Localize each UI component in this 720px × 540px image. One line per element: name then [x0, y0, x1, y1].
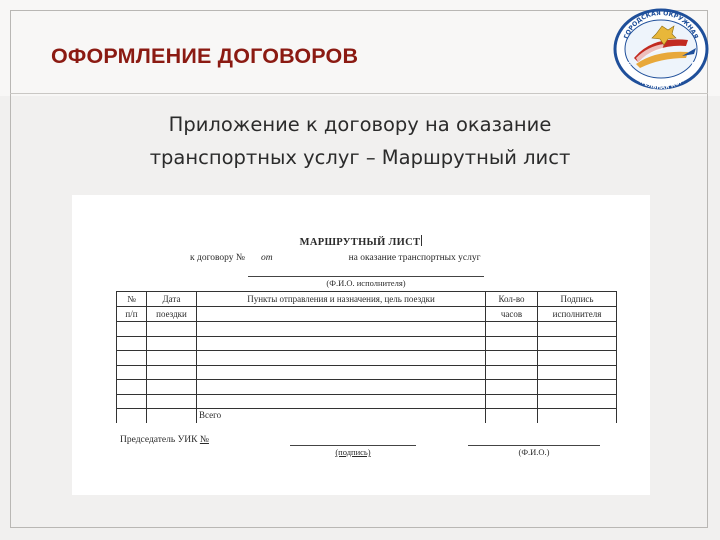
table-cell: [147, 394, 197, 409]
slide-title: ОФОРМЛЕНИЕ ДОГОВОРОВ: [51, 44, 359, 68]
contract-suffix: на оказание транспортных услуг: [348, 253, 481, 263]
chairman-label: [120, 435, 209, 445]
table-cell: [486, 394, 538, 409]
contract-reference: [190, 253, 481, 263]
header-sign: Подпись: [538, 292, 617, 307]
table-cell: [147, 336, 197, 351]
table-cell: [147, 380, 197, 395]
table-cell: [117, 351, 147, 366]
signature-caption-text: (подпись): [335, 447, 371, 457]
fio-caption: (Ф.И.О. исполнителя): [326, 278, 406, 288]
table-cell: [538, 336, 617, 351]
table-cell: [117, 394, 147, 409]
table-cell: [117, 365, 147, 380]
route-sheet-document: [72, 195, 650, 495]
table-cell: [197, 322, 486, 337]
table-row: [117, 351, 617, 366]
signature-line: [290, 445, 416, 446]
form-title-text: МАРШРУТНЫЙ ЛИСТ: [299, 237, 421, 248]
header-hours: Кол-во: [486, 292, 538, 307]
fio-line: [468, 445, 600, 446]
header-date-2: поездки: [147, 307, 197, 322]
table-cell: [147, 351, 197, 366]
table-cell: [486, 380, 538, 395]
title-divider: [10, 93, 708, 94]
fio-signature-line: [248, 276, 484, 277]
subtitle-line-2: транспортных услуг – Маршрутный лист: [149, 146, 571, 169]
table-header-row-2: [117, 307, 617, 322]
header-num: №: [117, 292, 147, 307]
table-cell: [538, 380, 617, 395]
table-cell: [117, 336, 147, 351]
form-title: [72, 235, 650, 248]
table-row: [117, 336, 617, 351]
table-cell: [486, 365, 538, 380]
header-points-2: [197, 307, 486, 322]
table-header-row-1: [117, 292, 617, 307]
table-cell: [147, 409, 197, 423]
slide-subtitle: [60, 108, 660, 174]
table-cell: [197, 365, 486, 380]
table-cell: [197, 394, 486, 409]
chairman-label-text: Председатель УИК: [120, 435, 200, 445]
table-cell: [117, 380, 147, 395]
header-hours-2: часов: [486, 307, 538, 322]
table-cell: [147, 365, 197, 380]
table-row: [117, 394, 617, 409]
table-cell: [486, 322, 538, 337]
header-num-2: п/п: [117, 307, 147, 322]
table-row: [117, 380, 617, 395]
table-cell: [538, 409, 617, 423]
header-date: Дата: [147, 292, 197, 307]
table-cell: [117, 322, 147, 337]
fio-short-caption: (Ф.И.О.): [518, 447, 550, 457]
table-cell: [197, 351, 486, 366]
table-cell: [197, 380, 486, 395]
contract-from: от: [260, 253, 273, 263]
contract-prefix: к договору №: [190, 253, 245, 263]
table-cell: [486, 336, 538, 351]
text-cursor: [421, 235, 422, 246]
chairman-label-no: №: [199, 435, 209, 445]
table-cell: [197, 336, 486, 351]
header-points: Пункты отправления и назначения, цель поездки: [197, 292, 486, 307]
total-label: Всего: [197, 409, 486, 423]
table-cell: [486, 351, 538, 366]
election-commission-emblem-icon: [612, 6, 710, 90]
logo-bottom-text: ИЗБИРАТЕЛЬНАЯ КОМИССИЯ: [623, 61, 699, 90]
header-sign-2: исполнителя: [538, 307, 617, 322]
table-cell: [117, 409, 147, 423]
table-cell: [538, 322, 617, 337]
table-cell: [538, 394, 617, 409]
logo-top-text: ГОРОДСКАЯ ОКРУЖНАЯ: [622, 9, 700, 40]
table-row: [117, 322, 617, 337]
table-cell: [538, 351, 617, 366]
total-row: [117, 409, 617, 423]
table-row: [117, 365, 617, 380]
subtitle-line-1: Приложение к договору на оказание: [168, 113, 552, 136]
route-table: [116, 291, 617, 423]
signature-caption: [290, 447, 416, 457]
table-cell: [486, 409, 538, 423]
table-cell: [147, 322, 197, 337]
table-cell: [538, 365, 617, 380]
